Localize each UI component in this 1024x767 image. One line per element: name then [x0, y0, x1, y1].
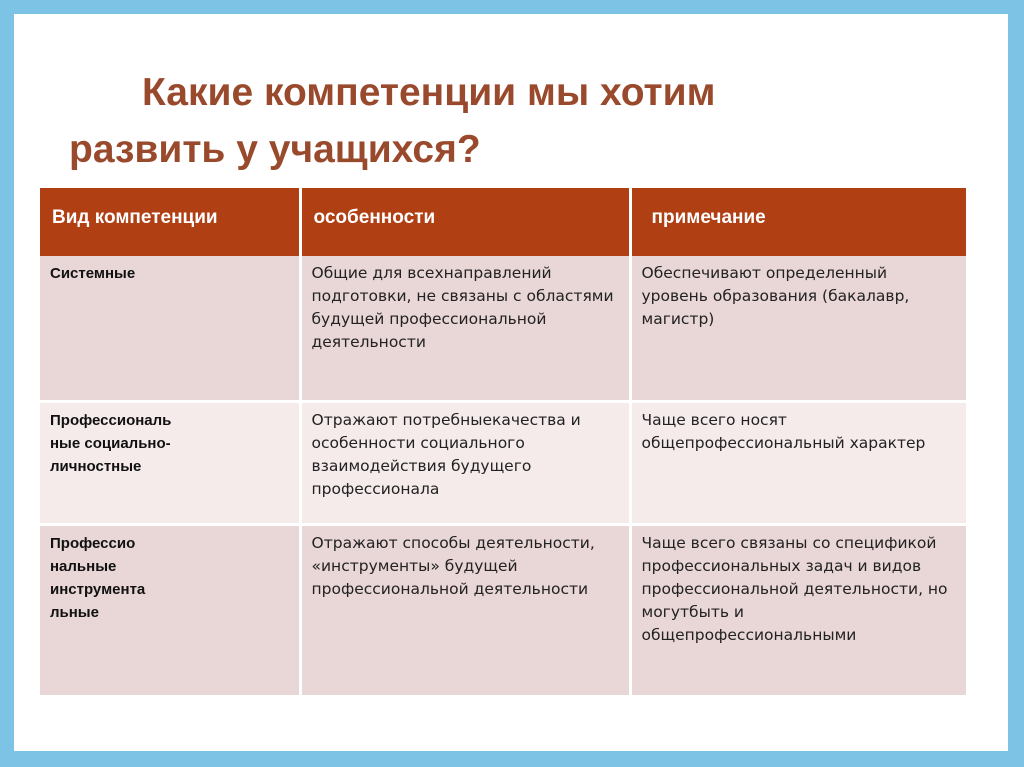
header-kind: Вид компетенции [40, 188, 300, 256]
row-features: Отражают потребныекачества и особенности социального взаимодействия будущего профессионала [300, 402, 630, 525]
row-kind: Системные [40, 256, 300, 402]
table-row [40, 525, 966, 696]
competencies-table [40, 188, 966, 695]
header-features: особенности [300, 188, 630, 256]
header-note: примечание [630, 188, 966, 256]
table-row [40, 402, 966, 525]
row-note: Чаще всего носят общепрофессиональный характер [630, 402, 966, 525]
slide [14, 14, 1008, 751]
title-line-1: Какие компетенции мы хотим [142, 71, 716, 114]
table-header-row [40, 188, 966, 256]
row-kind: Профессио нальные инструмента льные [40, 525, 300, 696]
row-note: Обеспечивают определенный уровень образования (бакалавр, магистр) [630, 256, 966, 402]
title-line-2: развить у учащихся? [69, 128, 481, 171]
row-features: Отражают способы деятельности, «инструменты» будущей профессиональной деятельности [300, 525, 630, 696]
page-title [14, 64, 1008, 178]
row-note: Чаще всего связаны со спецификой профессиональных задач и видов профессиональной деятельности, но могутбыть и общепрофессиональными [630, 525, 966, 696]
row-kind: Профессиональ ные социально- личностные [40, 402, 300, 525]
row-features: Общие для всехнаправлений подготовки, не связаны с областями будущей профессиональной деятельности [300, 256, 630, 402]
table-row [40, 256, 966, 402]
